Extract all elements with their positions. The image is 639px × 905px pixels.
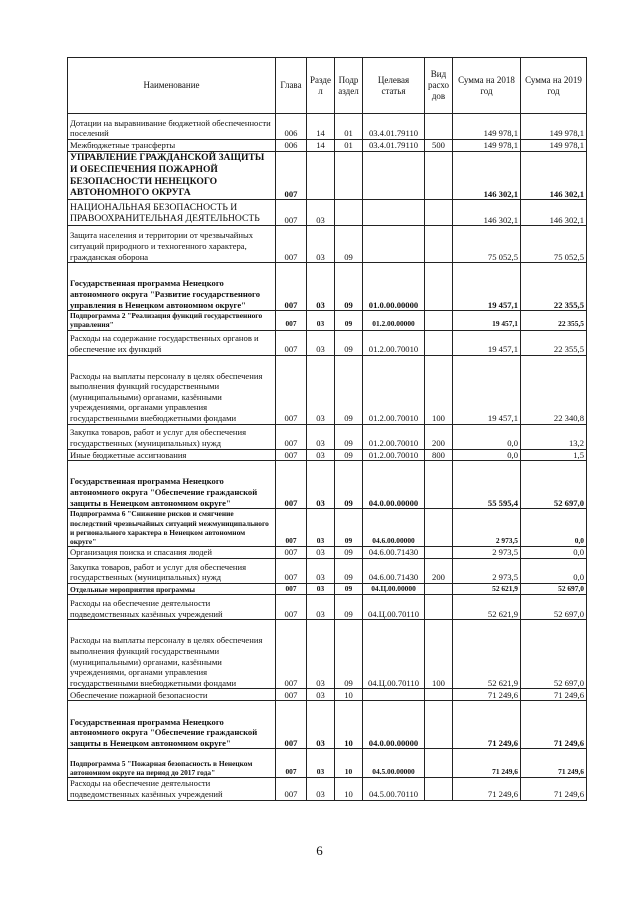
cell-podrazdel: 10 (335, 689, 363, 701)
cell-glava: 007 (276, 701, 307, 749)
cell-name: Закупка товаров, работ и услуг для обеспечения государственных (муниципальных) нужд (68, 558, 276, 583)
table-row (68, 226, 587, 263)
cell-glava: 007 (276, 583, 307, 595)
cell-glava: 007 (276, 355, 307, 424)
cell-stat: 04.6.00.71430 (363, 547, 425, 559)
cell-razdel: 03 (307, 620, 335, 689)
cell-sum-2018: 19 457,1 (453, 263, 521, 311)
cell-sum-2018: 146 302,1 (453, 200, 521, 226)
cell-name: Межбюджетные трансферты (68, 140, 276, 152)
header-name: Наименование (68, 58, 276, 114)
cell-glava: 007 (276, 200, 307, 226)
cell-razdel: 03 (307, 424, 335, 449)
cell-stat: 03.4.01.79110 (363, 114, 425, 140)
cell-razdel: 03 (307, 449, 335, 461)
cell-name: Подпрограмма 5 "Пожарная безопасность в Ненецком автономном округе на период до 2017 года" (68, 749, 276, 778)
cell-stat: 04.Ц.00.70110 (363, 595, 425, 620)
cell-sum-2019: 71 249,6 (521, 749, 587, 778)
table-row (68, 558, 587, 583)
cell-sum-2018: 2 973,5 (453, 509, 521, 547)
cell-podrazdel: 09 (335, 226, 363, 263)
cell-sum-2019: 0,0 (521, 509, 587, 547)
cell-razdel: 03 (307, 701, 335, 749)
table-row (68, 689, 587, 701)
table-row (68, 114, 587, 140)
table-row (68, 461, 587, 509)
cell-razdel: 14 (307, 114, 335, 140)
cell-vid: 100 (425, 355, 453, 424)
header-sum-2018: Сумма на 2018 год (453, 58, 521, 114)
header-target-article: Целевая статья (363, 58, 425, 114)
cell-sum-2018: 2 973,5 (453, 547, 521, 559)
table-row (68, 595, 587, 620)
cell-podrazdel: 10 (335, 749, 363, 778)
cell-name: Подпрограмма 2 "Реализация функций государственного управления" (68, 311, 276, 330)
cell-stat: 01.0.00.00000 (363, 263, 425, 311)
header-expense-type: Вид расхо дов (425, 58, 453, 114)
cell-stat (363, 152, 425, 200)
cell-vid (425, 778, 453, 800)
cell-stat: 04.Ц.00.70110 (363, 620, 425, 689)
table-row (68, 330, 587, 355)
table-row (68, 424, 587, 449)
cell-stat (363, 689, 425, 701)
cell-stat: 04.6.00.71430 (363, 558, 425, 583)
cell-stat (363, 200, 425, 226)
cell-sum-2019: 13,2 (521, 424, 587, 449)
header-razdel: Разде л (307, 58, 335, 114)
table-row (68, 311, 587, 330)
cell-sum-2019: 75 052,5 (521, 226, 587, 263)
cell-sum-2019: 0,0 (521, 558, 587, 583)
cell-sum-2018: 71 249,6 (453, 749, 521, 778)
cell-razdel: 03 (307, 749, 335, 778)
cell-name: Государственная программа Ненецкого автономного округа "Обеспечение гражданской защиты в Ненецком автономном округе" (68, 701, 276, 749)
cell-razdel: 14 (307, 140, 335, 152)
table-row (68, 749, 587, 778)
cell-razdel: 03 (307, 355, 335, 424)
table-row (68, 620, 587, 689)
cell-vid (425, 311, 453, 330)
cell-vid (425, 547, 453, 559)
cell-sum-2018: 149 978,1 (453, 140, 521, 152)
cell-name: УПРАВЛЕНИЕ ГРАЖДАНСКОЙ ЗАЩИТЫ И ОБЕСПЕЧЕНИЯ ПОЖАРНОЙ БЕЗОПАСНОСТИ НЕНЕЦКОГО АВТОНОМНОГО ОКРУГА (68, 152, 276, 200)
cell-podrazdel: 09 (335, 330, 363, 355)
cell-vid (425, 114, 453, 140)
cell-glava: 007 (276, 263, 307, 311)
cell-vid (425, 263, 453, 311)
cell-vid: 100 (425, 620, 453, 689)
cell-glava: 006 (276, 114, 307, 140)
cell-vid (425, 330, 453, 355)
cell-vid: 200 (425, 558, 453, 583)
cell-vid (425, 689, 453, 701)
cell-name: Расходы на обеспечение деятельности подведомственных казённых учреждений (68, 595, 276, 620)
cell-sum-2018: 2 973,5 (453, 558, 521, 583)
cell-sum-2018: 19 457,1 (453, 355, 521, 424)
cell-sum-2018: 0,0 (453, 424, 521, 449)
cell-vid (425, 226, 453, 263)
cell-name: Расходы на выплаты персоналу в целях обеспечения выполнения функций государственными (муниципальными) органами, казёнными учреждениями, органами управления государственными внебюджетными фондами (68, 620, 276, 689)
cell-sum-2019: 22 340,8 (521, 355, 587, 424)
cell-razdel: 03 (307, 689, 335, 701)
cell-sum-2018: 71 249,6 (453, 778, 521, 800)
budget-table (67, 57, 587, 801)
cell-sum-2019: 22 355,5 (521, 311, 587, 330)
cell-glava: 007 (276, 620, 307, 689)
table-row (68, 140, 587, 152)
cell-name: Государственная программа Ненецкого автономного округа "Развитие государственного управления в Ненецком автономном округе" (68, 263, 276, 311)
cell-podrazdel: 09 (335, 620, 363, 689)
cell-sum-2019: 52 697,0 (521, 583, 587, 595)
cell-name: НАЦИОНАЛЬНАЯ БЕЗОПАСНОСТЬ И ПРАВООХРАНИТЕЛЬНАЯ ДЕЯТЕЛЬНОСТЬ (68, 200, 276, 226)
cell-stat (363, 226, 425, 263)
cell-name: Расходы на содержание государственных органов и обеспечение их функций (68, 330, 276, 355)
cell-name: Государственная программа Ненецкого автономного округа "Обеспечение гражданской защиты в Ненецком автономном округе" (68, 461, 276, 509)
cell-stat: 04.0.00.00000 (363, 461, 425, 509)
cell-sum-2018: 55 595,4 (453, 461, 521, 509)
table-row (68, 778, 587, 800)
header-sum-2019: Сумма на 2019 год (521, 58, 587, 114)
cell-stat: 01.2.00.70010 (363, 330, 425, 355)
cell-sum-2019: 146 302,1 (521, 200, 587, 226)
cell-glava: 007 (276, 424, 307, 449)
cell-sum-2019: 1,5 (521, 449, 587, 461)
cell-sum-2018: 19 457,1 (453, 330, 521, 355)
table-row (68, 583, 587, 595)
cell-sum-2018: 71 249,6 (453, 689, 521, 701)
cell-vid (425, 583, 453, 595)
cell-sum-2018: 149 978,1 (453, 114, 521, 140)
cell-podrazdel: 09 (335, 424, 363, 449)
cell-stat: 04.6.00.00000 (363, 509, 425, 547)
cell-vid: 800 (425, 449, 453, 461)
cell-glava: 007 (276, 509, 307, 547)
cell-razdel: 03 (307, 583, 335, 595)
cell-name: Отдельные мероприятия программы (68, 583, 276, 595)
cell-name: Обеспечение пожарной безопасности (68, 689, 276, 701)
cell-sum-2018: 75 052,5 (453, 226, 521, 263)
cell-glava: 007 (276, 558, 307, 583)
table-row (68, 701, 587, 749)
cell-name: Организация поиска и спасания людей (68, 547, 276, 559)
cell-podrazdel: 09 (335, 595, 363, 620)
table-row (68, 152, 587, 200)
cell-razdel: 03 (307, 595, 335, 620)
cell-stat: 04.5.00.00000 (363, 749, 425, 778)
cell-stat: 04.Ц.00.00000 (363, 583, 425, 595)
cell-razdel: 03 (307, 200, 335, 226)
cell-podrazdel: 09 (335, 461, 363, 509)
cell-name: Закупка товаров, работ и услуг для обеспечения государственных (муниципальных) нужд (68, 424, 276, 449)
cell-glava: 007 (276, 595, 307, 620)
table-header-row (68, 58, 587, 114)
table-row (68, 509, 587, 547)
cell-stat: 01.2.00.70010 (363, 355, 425, 424)
cell-sum-2019: 71 249,6 (521, 689, 587, 701)
cell-stat: 04.5.00.70110 (363, 778, 425, 800)
cell-name: Защита населения и территории от чрезвычайных ситуаций природного и техногенного характера, гражданская оборона (68, 226, 276, 263)
cell-sum-2018: 52 621,9 (453, 595, 521, 620)
cell-sum-2018: 19 457,1 (453, 311, 521, 330)
table-row (68, 263, 587, 311)
cell-podrazdel: 09 (335, 355, 363, 424)
cell-razdel: 03 (307, 263, 335, 311)
table-body (68, 114, 587, 801)
cell-vid (425, 509, 453, 547)
cell-sum-2019: 149 978,1 (521, 140, 587, 152)
cell-razdel: 03 (307, 509, 335, 547)
cell-name: Подпрограмма 6 "Снижение рисков и смягчение последствий чрезвычайных ситуаций межмуниципального и регионального характера в Ненецком автономном округе" (68, 509, 276, 547)
cell-sum-2018: 52 621,9 (453, 620, 521, 689)
cell-sum-2019: 52 697,0 (521, 595, 587, 620)
cell-sum-2019: 22 355,5 (521, 330, 587, 355)
cell-razdel: 03 (307, 547, 335, 559)
table-row (68, 355, 587, 424)
header-podrazdel: Подр аздел (335, 58, 363, 114)
cell-razdel: 03 (307, 461, 335, 509)
cell-vid (425, 461, 453, 509)
cell-vid: 200 (425, 424, 453, 449)
cell-name: Дотации на выравнивание бюджетной обеспеченности поселений (68, 114, 276, 140)
cell-sum-2019: 71 249,6 (521, 778, 587, 800)
cell-razdel: 03 (307, 311, 335, 330)
cell-glava: 007 (276, 449, 307, 461)
cell-sum-2019: 22 355,5 (521, 263, 587, 311)
cell-sum-2019: 52 697,0 (521, 620, 587, 689)
cell-vid (425, 152, 453, 200)
cell-razdel: 03 (307, 226, 335, 263)
cell-sum-2018: 71 249,6 (453, 701, 521, 749)
cell-podrazdel: 09 (335, 509, 363, 547)
cell-podrazdel: 09 (335, 558, 363, 583)
cell-glava: 007 (276, 311, 307, 330)
cell-glava: 007 (276, 226, 307, 263)
cell-glava: 007 (276, 547, 307, 559)
cell-vid: 500 (425, 140, 453, 152)
cell-stat: 01.2.00.70010 (363, 424, 425, 449)
cell-podrazdel: 09 (335, 263, 363, 311)
cell-razdel (307, 152, 335, 200)
cell-stat: 03.4.01.79110 (363, 140, 425, 152)
cell-podrazdel: 09 (335, 311, 363, 330)
cell-vid (425, 595, 453, 620)
cell-podrazdel (335, 200, 363, 226)
cell-podrazdel: 10 (335, 701, 363, 749)
cell-stat: 04.0.00.00000 (363, 701, 425, 749)
cell-glava: 007 (276, 749, 307, 778)
cell-glava: 007 (276, 152, 307, 200)
cell-vid (425, 701, 453, 749)
cell-razdel: 03 (307, 558, 335, 583)
cell-sum-2019: 52 697,0 (521, 461, 587, 509)
cell-podrazdel: 09 (335, 449, 363, 461)
cell-razdel: 03 (307, 330, 335, 355)
cell-glava: 007 (276, 461, 307, 509)
cell-podrazdel: 09 (335, 547, 363, 559)
cell-sum-2019: 0,0 (521, 547, 587, 559)
cell-name: Расходы на выплаты персоналу в целях обеспечения выполнения функций государственными (муниципальными) органами, казёнными учреждениями, органами управления государственными внебюджетными фондами (68, 355, 276, 424)
cell-podrazdel: 01 (335, 114, 363, 140)
cell-podrazdel (335, 152, 363, 200)
cell-sum-2019: 149 978,1 (521, 114, 587, 140)
cell-sum-2018: 0,0 (453, 449, 521, 461)
table-row (68, 449, 587, 461)
cell-sum-2019: 71 249,6 (521, 701, 587, 749)
cell-stat: 01.2.00.70010 (363, 449, 425, 461)
page-number: 6 (316, 843, 323, 858)
cell-name: Иные бюджетные ассигнования (68, 449, 276, 461)
cell-stat: 01.2.00.00000 (363, 311, 425, 330)
cell-glava: 007 (276, 330, 307, 355)
cell-name: Расходы на обеспечение деятельности подведомственных казённых учреждений (68, 778, 276, 800)
cell-vid (425, 200, 453, 226)
cell-glava: 007 (276, 689, 307, 701)
cell-sum-2019: 146 302,1 (521, 152, 587, 200)
cell-podrazdel: 01 (335, 140, 363, 152)
cell-sum-2018: 52 621,9 (453, 583, 521, 595)
table-row (68, 200, 587, 226)
cell-vid (425, 749, 453, 778)
cell-razdel: 03 (307, 778, 335, 800)
cell-podrazdel: 10 (335, 778, 363, 800)
table-row (68, 547, 587, 559)
cell-podrazdel: 09 (335, 583, 363, 595)
cell-glava: 006 (276, 140, 307, 152)
header-glava: Глава (276, 58, 307, 114)
cell-sum-2018: 146 302,1 (453, 152, 521, 200)
cell-glava: 007 (276, 778, 307, 800)
